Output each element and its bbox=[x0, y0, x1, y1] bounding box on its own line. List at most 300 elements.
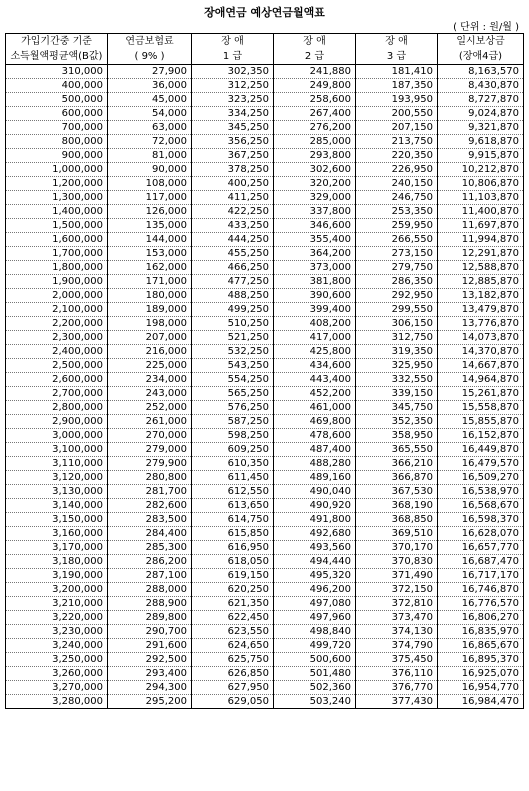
cell-income: 900,000 bbox=[6, 149, 108, 163]
cell-income: 700,000 bbox=[6, 121, 108, 135]
cell-income: 1,600,000 bbox=[6, 233, 108, 247]
cell-lumpsum: 16,954,770 bbox=[438, 681, 524, 695]
cell-grade2: 489,160 bbox=[274, 471, 356, 485]
cell-income: 3,160,000 bbox=[6, 527, 108, 541]
cell-grade2: 500,600 bbox=[274, 653, 356, 667]
header-lumpsum-line2: (장애4급) bbox=[438, 49, 524, 65]
cell-grade3: 366,210 bbox=[356, 457, 438, 471]
cell-grade3: 181,410 bbox=[356, 65, 438, 79]
cell-income: 1,500,000 bbox=[6, 219, 108, 233]
cell-lumpsum: 11,103,870 bbox=[438, 191, 524, 205]
pension-table bbox=[5, 33, 524, 709]
cell-grade1: 488,250 bbox=[192, 289, 274, 303]
cell-grade1: 411,250 bbox=[192, 191, 274, 205]
table-row bbox=[6, 359, 524, 373]
table-row bbox=[6, 79, 524, 93]
cell-lumpsum: 16,835,970 bbox=[438, 625, 524, 639]
cell-lumpsum: 15,558,870 bbox=[438, 401, 524, 415]
cell-premium: 216,000 bbox=[108, 345, 192, 359]
cell-premium: 283,500 bbox=[108, 513, 192, 527]
cell-income: 3,270,000 bbox=[6, 681, 108, 695]
cell-lumpsum: 8,163,570 bbox=[438, 65, 524, 79]
table-row bbox=[6, 233, 524, 247]
cell-grade3: 377,430 bbox=[356, 695, 438, 709]
cell-premium: 27,900 bbox=[108, 65, 192, 79]
table-row bbox=[6, 443, 524, 457]
cell-income: 3,210,000 bbox=[6, 597, 108, 611]
cell-lumpsum: 16,449,870 bbox=[438, 443, 524, 457]
cell-grade2: 267,400 bbox=[274, 107, 356, 121]
table-row bbox=[6, 177, 524, 191]
cell-grade3: 266,550 bbox=[356, 233, 438, 247]
cell-lumpsum: 11,697,870 bbox=[438, 219, 524, 233]
cell-lumpsum: 14,964,870 bbox=[438, 373, 524, 387]
table-row bbox=[6, 93, 524, 107]
cell-lumpsum: 13,479,870 bbox=[438, 303, 524, 317]
cell-premium: 286,200 bbox=[108, 555, 192, 569]
cell-premium: 252,000 bbox=[108, 401, 192, 415]
cell-grade2: 492,680 bbox=[274, 527, 356, 541]
cell-premium: 290,700 bbox=[108, 625, 192, 639]
table-header bbox=[6, 34, 524, 65]
cell-grade1: 626,850 bbox=[192, 667, 274, 681]
table-row bbox=[6, 191, 524, 205]
cell-grade2: 373,000 bbox=[274, 261, 356, 275]
header-row-1 bbox=[6, 34, 524, 50]
cell-grade2: 461,000 bbox=[274, 401, 356, 415]
cell-grade3: 325,950 bbox=[356, 359, 438, 373]
cell-grade2: 490,040 bbox=[274, 485, 356, 499]
cell-lumpsum: 14,667,870 bbox=[438, 359, 524, 373]
cell-premium: 288,900 bbox=[108, 597, 192, 611]
cell-income: 2,500,000 bbox=[6, 359, 108, 373]
cell-grade2: 329,000 bbox=[274, 191, 356, 205]
cell-grade1: 378,250 bbox=[192, 163, 274, 177]
cell-lumpsum: 13,182,870 bbox=[438, 289, 524, 303]
cell-lumpsum: 16,568,670 bbox=[438, 499, 524, 513]
cell-lumpsum: 14,370,870 bbox=[438, 345, 524, 359]
cell-grade1: 609,250 bbox=[192, 443, 274, 457]
cell-grade3: 370,830 bbox=[356, 555, 438, 569]
cell-grade2: 390,600 bbox=[274, 289, 356, 303]
table-row bbox=[6, 569, 524, 583]
cell-income: 2,700,000 bbox=[6, 387, 108, 401]
cell-grade3: 253,350 bbox=[356, 205, 438, 219]
cell-income: 1,400,000 bbox=[6, 205, 108, 219]
cell-grade2: 302,600 bbox=[274, 163, 356, 177]
cell-income: 2,100,000 bbox=[6, 303, 108, 317]
cell-grade1: 611,450 bbox=[192, 471, 274, 485]
header-grade2-line2: 2 급 bbox=[274, 49, 356, 65]
cell-premium: 153,000 bbox=[108, 247, 192, 261]
cell-income: 3,240,000 bbox=[6, 639, 108, 653]
table-row bbox=[6, 611, 524, 625]
cell-grade1: 614,750 bbox=[192, 513, 274, 527]
cell-grade2: 501,480 bbox=[274, 667, 356, 681]
cell-premium: 281,700 bbox=[108, 485, 192, 499]
cell-lumpsum: 16,895,370 bbox=[438, 653, 524, 667]
cell-premium: 36,000 bbox=[108, 79, 192, 93]
header-premium-line1: 연금보험료 bbox=[108, 34, 192, 50]
table-row bbox=[6, 163, 524, 177]
table-row bbox=[6, 681, 524, 695]
cell-grade1: 323,250 bbox=[192, 93, 274, 107]
cell-grade1: 621,350 bbox=[192, 597, 274, 611]
cell-lumpsum: 9,618,870 bbox=[438, 135, 524, 149]
cell-grade3: 319,350 bbox=[356, 345, 438, 359]
cell-grade2: 497,080 bbox=[274, 597, 356, 611]
cell-grade2: 490,920 bbox=[274, 499, 356, 513]
cell-grade2: 491,800 bbox=[274, 513, 356, 527]
cell-lumpsum: 11,400,870 bbox=[438, 205, 524, 219]
table-row bbox=[6, 275, 524, 289]
cell-lumpsum: 16,776,570 bbox=[438, 597, 524, 611]
cell-grade1: 499,250 bbox=[192, 303, 274, 317]
cell-grade2: 337,800 bbox=[274, 205, 356, 219]
table-body bbox=[6, 65, 524, 709]
cell-premium: 293,400 bbox=[108, 667, 192, 681]
table-row bbox=[6, 695, 524, 709]
cell-grade1: 477,250 bbox=[192, 275, 274, 289]
cell-grade2: 493,560 bbox=[274, 541, 356, 555]
cell-grade3: 372,150 bbox=[356, 583, 438, 597]
cell-grade3: 193,950 bbox=[356, 93, 438, 107]
cell-grade1: 334,250 bbox=[192, 107, 274, 121]
cell-income: 2,200,000 bbox=[6, 317, 108, 331]
cell-grade3: 368,850 bbox=[356, 513, 438, 527]
cell-grade3: 367,530 bbox=[356, 485, 438, 499]
cell-income: 3,120,000 bbox=[6, 471, 108, 485]
cell-premium: 291,600 bbox=[108, 639, 192, 653]
cell-grade3: 371,490 bbox=[356, 569, 438, 583]
cell-grade2: 346,600 bbox=[274, 219, 356, 233]
cell-grade1: 455,250 bbox=[192, 247, 274, 261]
cell-lumpsum: 10,806,870 bbox=[438, 177, 524, 191]
cell-lumpsum: 10,212,870 bbox=[438, 163, 524, 177]
cell-income: 3,150,000 bbox=[6, 513, 108, 527]
cell-lumpsum: 12,588,870 bbox=[438, 261, 524, 275]
cell-premium: 234,000 bbox=[108, 373, 192, 387]
cell-grade3: 374,130 bbox=[356, 625, 438, 639]
cell-grade3: 246,750 bbox=[356, 191, 438, 205]
page-title: 장애연금 예상연금월액표 bbox=[204, 6, 325, 19]
cell-grade3: 365,550 bbox=[356, 443, 438, 457]
cell-grade2: 502,360 bbox=[274, 681, 356, 695]
cell-grade2: 241,880 bbox=[274, 65, 356, 79]
header-income-line1: 가입기간중 기준 bbox=[6, 34, 108, 50]
cell-premium: 126,000 bbox=[108, 205, 192, 219]
table-row bbox=[6, 401, 524, 415]
cell-grade2: 503,240 bbox=[274, 695, 356, 709]
cell-premium: 198,000 bbox=[108, 317, 192, 331]
header-income-line2: 소득월액평균액(B값) bbox=[6, 49, 108, 65]
cell-grade2: 452,200 bbox=[274, 387, 356, 401]
cell-grade3: 200,550 bbox=[356, 107, 438, 121]
cell-lumpsum: 16,865,670 bbox=[438, 639, 524, 653]
cell-grade1: 587,250 bbox=[192, 415, 274, 429]
cell-income: 3,260,000 bbox=[6, 667, 108, 681]
cell-income: 3,250,000 bbox=[6, 653, 108, 667]
table-row bbox=[6, 261, 524, 275]
table-row bbox=[6, 121, 524, 135]
cell-premium: 285,300 bbox=[108, 541, 192, 555]
cell-premium: 45,000 bbox=[108, 93, 192, 107]
cell-grade2: 293,800 bbox=[274, 149, 356, 163]
cell-grade3: 292,950 bbox=[356, 289, 438, 303]
cell-lumpsum: 16,479,570 bbox=[438, 457, 524, 471]
cell-lumpsum: 16,687,470 bbox=[438, 555, 524, 569]
cell-grade3: 286,350 bbox=[356, 275, 438, 289]
table-row bbox=[6, 219, 524, 233]
cell-premium: 90,000 bbox=[108, 163, 192, 177]
table-row bbox=[6, 331, 524, 345]
table-row bbox=[6, 135, 524, 149]
cell-grade2: 499,720 bbox=[274, 639, 356, 653]
cell-lumpsum: 15,855,870 bbox=[438, 415, 524, 429]
cell-premium: 171,000 bbox=[108, 275, 192, 289]
cell-income: 1,800,000 bbox=[6, 261, 108, 275]
cell-grade3: 259,950 bbox=[356, 219, 438, 233]
table-row bbox=[6, 373, 524, 387]
cell-premium: 117,000 bbox=[108, 191, 192, 205]
cell-premium: 144,000 bbox=[108, 233, 192, 247]
cell-income: 3,280,000 bbox=[6, 695, 108, 709]
cell-premium: 294,300 bbox=[108, 681, 192, 695]
cell-grade1: 620,250 bbox=[192, 583, 274, 597]
cell-grade2: 443,400 bbox=[274, 373, 356, 387]
cell-lumpsum: 16,806,270 bbox=[438, 611, 524, 625]
cell-lumpsum: 13,776,870 bbox=[438, 317, 524, 331]
cell-income: 3,100,000 bbox=[6, 443, 108, 457]
table-row bbox=[6, 667, 524, 681]
cell-grade3: 374,790 bbox=[356, 639, 438, 653]
header-lumpsum-line1: 일시보상금 bbox=[438, 34, 524, 50]
cell-grade2: 408,200 bbox=[274, 317, 356, 331]
table-row bbox=[6, 415, 524, 429]
cell-lumpsum: 8,430,870 bbox=[438, 79, 524, 93]
cell-grade1: 623,550 bbox=[192, 625, 274, 639]
cell-grade2: 355,400 bbox=[274, 233, 356, 247]
cell-grade1: 554,250 bbox=[192, 373, 274, 387]
cell-grade1: 356,250 bbox=[192, 135, 274, 149]
cell-grade3: 375,450 bbox=[356, 653, 438, 667]
cell-grade1: 619,150 bbox=[192, 569, 274, 583]
cell-grade3: 187,350 bbox=[356, 79, 438, 93]
cell-income: 3,220,000 bbox=[6, 611, 108, 625]
table-row bbox=[6, 303, 524, 317]
cell-premium: 162,000 bbox=[108, 261, 192, 275]
cell-grade2: 494,440 bbox=[274, 555, 356, 569]
cell-grade2: 497,960 bbox=[274, 611, 356, 625]
cell-premium: 284,400 bbox=[108, 527, 192, 541]
cell-grade1: 367,250 bbox=[192, 149, 274, 163]
table-row bbox=[6, 471, 524, 485]
table-row bbox=[6, 149, 524, 163]
cell-income: 2,000,000 bbox=[6, 289, 108, 303]
cell-grade1: 618,050 bbox=[192, 555, 274, 569]
cell-grade3: 358,950 bbox=[356, 429, 438, 443]
cell-income: 3,230,000 bbox=[6, 625, 108, 639]
cell-grade1: 422,250 bbox=[192, 205, 274, 219]
cell-grade1: 510,250 bbox=[192, 317, 274, 331]
table-row bbox=[6, 317, 524, 331]
cell-income: 2,900,000 bbox=[6, 415, 108, 429]
cell-grade1: 612,550 bbox=[192, 485, 274, 499]
cell-income: 3,110,000 bbox=[6, 457, 108, 471]
cell-grade1: 598,250 bbox=[192, 429, 274, 443]
cell-grade2: 434,600 bbox=[274, 359, 356, 373]
cell-income: 800,000 bbox=[6, 135, 108, 149]
table-row bbox=[6, 107, 524, 121]
cell-grade2: 399,400 bbox=[274, 303, 356, 317]
cell-income: 1,000,000 bbox=[6, 163, 108, 177]
table-row bbox=[6, 653, 524, 667]
cell-lumpsum: 16,509,270 bbox=[438, 471, 524, 485]
cell-income: 3,180,000 bbox=[6, 555, 108, 569]
cell-grade1: 627,950 bbox=[192, 681, 274, 695]
cell-lumpsum: 8,727,870 bbox=[438, 93, 524, 107]
cell-grade1: 466,250 bbox=[192, 261, 274, 275]
cell-premium: 261,000 bbox=[108, 415, 192, 429]
cell-income: 3,000,000 bbox=[6, 429, 108, 443]
cell-grade3: 376,110 bbox=[356, 667, 438, 681]
cell-income: 2,600,000 bbox=[6, 373, 108, 387]
cell-grade3: 339,150 bbox=[356, 387, 438, 401]
cell-lumpsum: 14,073,870 bbox=[438, 331, 524, 345]
table-row bbox=[6, 247, 524, 261]
cell-grade3: 279,750 bbox=[356, 261, 438, 275]
cell-premium: 135,000 bbox=[108, 219, 192, 233]
header-grade3-line2: 3 급 bbox=[356, 49, 438, 65]
cell-grade3: 368,190 bbox=[356, 499, 438, 513]
cell-lumpsum: 16,657,770 bbox=[438, 541, 524, 555]
cell-grade2: 249,800 bbox=[274, 79, 356, 93]
cell-income: 310,000 bbox=[6, 65, 108, 79]
cell-income: 400,000 bbox=[6, 79, 108, 93]
cell-grade2: 469,800 bbox=[274, 415, 356, 429]
cell-grade2: 487,400 bbox=[274, 443, 356, 457]
cell-premium: 189,000 bbox=[108, 303, 192, 317]
cell-premium: 289,800 bbox=[108, 611, 192, 625]
cell-premium: 292,500 bbox=[108, 653, 192, 667]
cell-grade2: 417,000 bbox=[274, 331, 356, 345]
cell-grade3: 220,350 bbox=[356, 149, 438, 163]
cell-income: 3,130,000 bbox=[6, 485, 108, 499]
cell-grade1: 615,850 bbox=[192, 527, 274, 541]
cell-grade3: 207,150 bbox=[356, 121, 438, 135]
header-grade1-line2: 1 급 bbox=[192, 49, 274, 65]
cell-grade1: 629,050 bbox=[192, 695, 274, 709]
cell-grade1: 532,250 bbox=[192, 345, 274, 359]
table-row bbox=[6, 541, 524, 555]
cell-income: 3,140,000 bbox=[6, 499, 108, 513]
cell-grade3: 352,350 bbox=[356, 415, 438, 429]
table-row bbox=[6, 65, 524, 79]
cell-grade2: 498,840 bbox=[274, 625, 356, 639]
cell-grade1: 565,250 bbox=[192, 387, 274, 401]
cell-grade1: 444,250 bbox=[192, 233, 274, 247]
table-row bbox=[6, 597, 524, 611]
cell-grade2: 381,800 bbox=[274, 275, 356, 289]
cell-premium: 270,000 bbox=[108, 429, 192, 443]
cell-grade3: 306,150 bbox=[356, 317, 438, 331]
table-row bbox=[6, 429, 524, 443]
cell-grade1: 345,250 bbox=[192, 121, 274, 135]
cell-premium: 180,000 bbox=[108, 289, 192, 303]
cell-lumpsum: 12,291,870 bbox=[438, 247, 524, 261]
cell-grade3: 299,550 bbox=[356, 303, 438, 317]
table-row bbox=[6, 527, 524, 541]
cell-grade2: 495,320 bbox=[274, 569, 356, 583]
cell-grade1: 400,250 bbox=[192, 177, 274, 191]
header-grade2-line1: 장 애 bbox=[274, 34, 356, 50]
cell-grade3: 240,150 bbox=[356, 177, 438, 191]
cell-lumpsum: 16,717,170 bbox=[438, 569, 524, 583]
cell-premium: 288,000 bbox=[108, 583, 192, 597]
cell-lumpsum: 16,628,070 bbox=[438, 527, 524, 541]
unit-note: ( 단위 : 원/월 ) bbox=[453, 22, 519, 33]
cell-grade3: 213,750 bbox=[356, 135, 438, 149]
cell-premium: 295,200 bbox=[108, 695, 192, 709]
cell-income: 600,000 bbox=[6, 107, 108, 121]
cell-income: 2,800,000 bbox=[6, 401, 108, 415]
table-row bbox=[6, 639, 524, 653]
table-row bbox=[6, 625, 524, 639]
table-row bbox=[6, 457, 524, 471]
cell-grade2: 320,200 bbox=[274, 177, 356, 191]
cell-premium: 280,800 bbox=[108, 471, 192, 485]
table-row bbox=[6, 289, 524, 303]
cell-lumpsum: 16,152,870 bbox=[438, 429, 524, 443]
cell-grade2: 258,600 bbox=[274, 93, 356, 107]
cell-lumpsum: 9,024,870 bbox=[438, 107, 524, 121]
cell-income: 1,700,000 bbox=[6, 247, 108, 261]
table-row bbox=[6, 345, 524, 359]
header-premium-line2: ( 9% ) bbox=[108, 49, 192, 65]
cell-grade2: 496,200 bbox=[274, 583, 356, 597]
cell-grade1: 543,250 bbox=[192, 359, 274, 373]
cell-income: 2,400,000 bbox=[6, 345, 108, 359]
table-row bbox=[6, 387, 524, 401]
cell-lumpsum: 16,538,970 bbox=[438, 485, 524, 499]
table-row bbox=[6, 499, 524, 513]
cell-premium: 54,000 bbox=[108, 107, 192, 121]
cell-grade3: 332,550 bbox=[356, 373, 438, 387]
cell-grade2: 425,800 bbox=[274, 345, 356, 359]
cell-premium: 108,000 bbox=[108, 177, 192, 191]
table-row bbox=[6, 205, 524, 219]
cell-grade1: 624,650 bbox=[192, 639, 274, 653]
cell-income: 1,300,000 bbox=[6, 191, 108, 205]
cell-grade3: 366,870 bbox=[356, 471, 438, 485]
header-row-2 bbox=[6, 49, 524, 65]
cell-grade3: 372,810 bbox=[356, 597, 438, 611]
cell-lumpsum: 9,915,870 bbox=[438, 149, 524, 163]
cell-income: 500,000 bbox=[6, 93, 108, 107]
cell-lumpsum: 9,321,870 bbox=[438, 121, 524, 135]
cell-grade1: 625,750 bbox=[192, 653, 274, 667]
cell-grade2: 285,000 bbox=[274, 135, 356, 149]
cell-grade2: 364,200 bbox=[274, 247, 356, 261]
cell-premium: 207,000 bbox=[108, 331, 192, 345]
cell-income: 1,900,000 bbox=[6, 275, 108, 289]
header-grade1-line1: 장 애 bbox=[192, 34, 274, 50]
cell-grade3: 370,170 bbox=[356, 541, 438, 555]
cell-grade1: 433,250 bbox=[192, 219, 274, 233]
cell-grade2: 276,200 bbox=[274, 121, 356, 135]
cell-grade1: 610,350 bbox=[192, 457, 274, 471]
cell-premium: 81,000 bbox=[108, 149, 192, 163]
